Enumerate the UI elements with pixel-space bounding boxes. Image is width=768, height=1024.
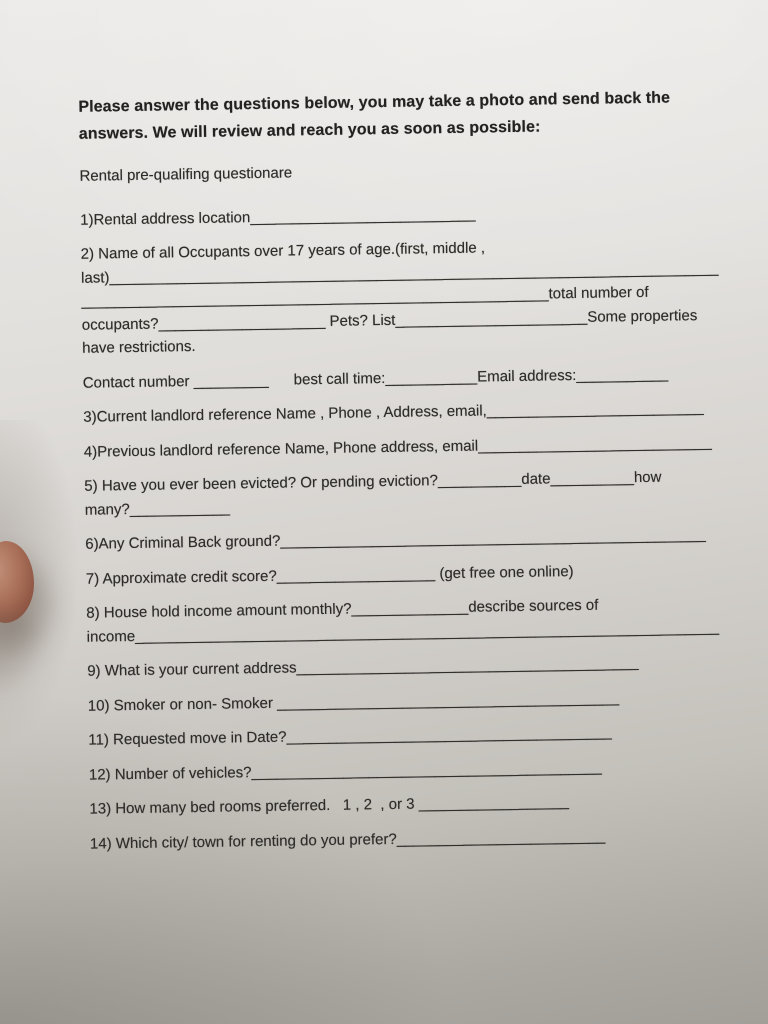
intro-line-1: Please answer the questions below, you may take a photo and send back the bbox=[78, 89, 671, 116]
blank-answer-line: last)_________________________________________________________________________ bbox=[80, 259, 719, 287]
question-preferred-city bbox=[90, 822, 758, 856]
question-previous-landlord bbox=[84, 430, 752, 464]
form-line: 7) Approximate credit score?___________________ (get free one online) bbox=[85, 562, 574, 588]
form-line: 9) What is your current address_________________________________________ bbox=[87, 654, 639, 680]
form-line: 6)Any Criminal Back ground?___________________________________________________ bbox=[85, 525, 706, 553]
question-current-landlord bbox=[83, 395, 751, 429]
question-occupants-and-pets bbox=[81, 232, 751, 360]
form-line: occupants?____________________ Pets? List_______________________Some properties bbox=[81, 306, 698, 334]
question-smoker bbox=[88, 684, 756, 718]
form-line: 2) Name of all Occupants over 17 years of age.(first, middle , bbox=[80, 239, 486, 263]
intro-line-2: answers. We will review and reach you as soon as possible: bbox=[78, 118, 541, 143]
question-move-in-date bbox=[88, 718, 756, 752]
question-current-address bbox=[87, 649, 755, 683]
form-line: 10) Smoker or non- Smoker _________________________________________ bbox=[87, 688, 620, 715]
form-line: 8) House hold income amount monthly?______________describe sources of bbox=[86, 596, 599, 622]
finger-tip bbox=[0, 541, 34, 623]
questionnaire-document bbox=[78, 84, 758, 866]
question-household-income bbox=[86, 591, 755, 648]
form-line: 13) How many bed rooms preferred. 1 , 2 , or 3 __________________ bbox=[89, 793, 569, 818]
form-line: 3)Current landlord reference Name , Phone , Address, email,__________________________ bbox=[83, 398, 704, 426]
form-line: 1)Rental address location___________________________ bbox=[80, 205, 476, 229]
question-number-of-vehicles bbox=[89, 753, 757, 787]
form-line: 12) Number of vehicles?__________________________________________ bbox=[88, 758, 602, 784]
question-eviction-history bbox=[84, 464, 753, 521]
form-line: many?____________ bbox=[84, 498, 230, 519]
form-line: 4)Previous landlord reference Name, Phone address, email____________________________ bbox=[83, 433, 712, 461]
question-credit-score bbox=[86, 557, 754, 591]
question-rental-address bbox=[80, 198, 748, 232]
form-line: income______________________________________________________________________ bbox=[86, 618, 720, 646]
form-line: Contact number _________ best call time:___________Email address:___________ bbox=[82, 365, 669, 392]
form-line: 5) Have you ever been evicted? Or pending eviction?__________date__________how bbox=[84, 468, 662, 495]
form-line: have restrictions. bbox=[82, 337, 196, 357]
intro-text bbox=[78, 84, 747, 147]
question-bedrooms-preferred bbox=[89, 787, 757, 821]
contact-info-line bbox=[83, 361, 751, 395]
form-line: 11) Requested move in Date?_______________________________________ bbox=[88, 723, 612, 749]
form-line: 14) Which city/ town for renting do you prefer?_________________________ bbox=[89, 827, 606, 853]
blank-answer-line: ________________________________________________________total number of bbox=[81, 283, 649, 310]
form-title: Rental pre-qualifing questionare bbox=[79, 164, 293, 185]
question-criminal-background bbox=[85, 522, 753, 556]
